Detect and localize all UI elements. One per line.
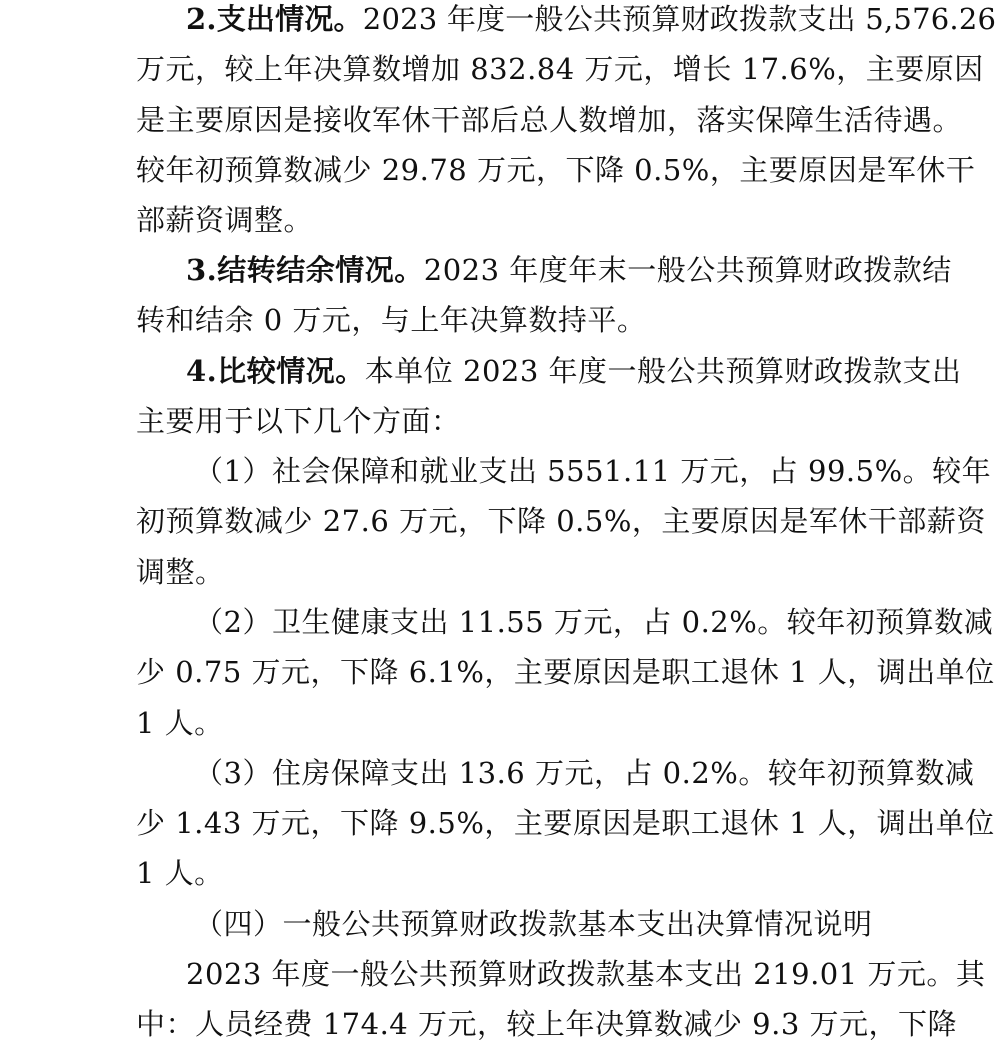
paragraph-line: 较年初预算数减少 29.78 万元，下降 0.5%，主要原因是军休干 [136,153,976,187]
paragraph-line: 部薪资调整。 [136,203,314,237]
paragraph-text: 2023 年度年末一般公共预算财政拨款结 [423,253,952,287]
section-heading: 4.比较情况。 [186,354,365,388]
paragraph-line: 2023 年度一般公共预算财政拨款基本支出 219.01 万元。其 [186,957,986,991]
paragraph-text: 本单位 2023 年度一般公共预算财政拨款支出 [364,354,962,388]
paragraph-line: 少 0.75 万元，下降 6.1%，主要原因是职工退休 1 人，调出单位 [136,655,995,689]
paragraph-line: 少 1.43 万元，下降 9.5%，主要原因是职工退休 1 人，调出单位 [136,806,995,840]
paragraph-line: 调整。 [136,555,225,589]
paragraph-line: 是主要原因是接收军休干部后总人数增加，落实保障生活待遇。 [136,103,963,137]
paragraph-line [186,354,962,388]
paragraph-line: 1 人。 [136,856,224,890]
paragraph-line: 万元，较上年决算数增加 832.84 万元，增长 17.6%，主要原因 [136,52,984,86]
section-heading: 3.结转结余情况。 [186,253,424,287]
list-item-line: （3）住房保障支出 13.6 万元，占 0.2%。较年初预算数减 [194,756,975,790]
section-heading: （四）一般公共预算财政拨款基本支出决算情况说明 [194,907,873,941]
paragraph-line [186,253,952,287]
paragraph-line [186,2,996,36]
list-item-line: （1）社会保障和就业支出 5551.11 万元，占 99.5%。较年 [194,454,992,488]
paragraph-line: 1 人。 [136,706,224,740]
paragraph-line: 主要用于以下几个方面： [136,404,461,438]
paragraph-line: 初预算数减少 27.6 万元，下降 0.5%，主要原因是军休干部薪资 [136,504,986,538]
section-heading: 2.支出情况。 [186,2,363,36]
list-item-line: （2）卫生健康支出 11.55 万元，占 0.2%。较年初预算数减 [194,605,994,639]
paragraph-line: 中：人员经费 174.4 万元，较上年决算数减少 9.3 万元，下降 [136,1007,958,1041]
paragraph-line: 转和结余 0 万元，与上年决算数持平。 [136,303,647,337]
paragraph-text: 2023 年度一般公共预算财政拨款支出 5,576.26 [362,2,997,36]
